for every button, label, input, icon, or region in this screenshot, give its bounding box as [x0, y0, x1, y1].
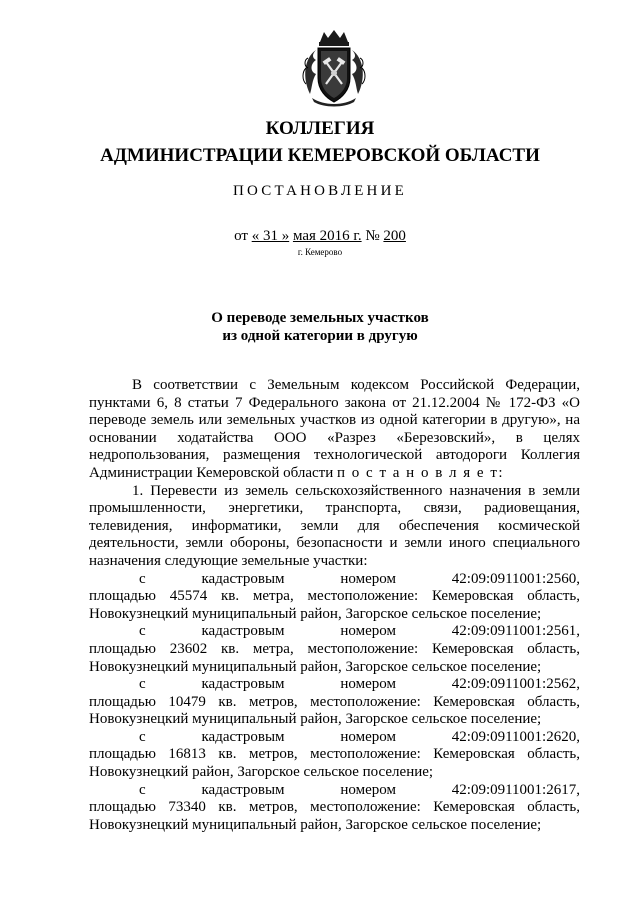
- parcel-cadastral-row: [89, 729, 580, 747]
- document-number: 200: [383, 228, 406, 244]
- parcel-nomer-word: номером: [340, 570, 396, 587]
- title-line-1: О переводе земельных участков: [211, 310, 429, 326]
- parcel-nomer-word: номером: [340, 676, 396, 693]
- parcel-cadastral-row: [89, 623, 580, 641]
- parcel-item: [89, 729, 580, 782]
- preamble-text: В соответствии с Земельным кодексом Российской Федерации, пунктами 6, 8 статьи 7 Федерального закона от 21.12.2004 № 172-ФЗ «О переводе земель или земельных участков из одной категории в другую», на основании ходатайства ООО «Разрез «Березовский», в целях недропользования, размещения технологической автодороги Коллегия Администрации Кемеровской области: [89, 377, 580, 481]
- city: г. Кемерово: [297, 247, 343, 257]
- parcel-prefix: с: [139, 623, 146, 640]
- parcel-nomer-word: номером: [340, 623, 396, 640]
- parcel-kadastr-word: кадастровым: [201, 781, 285, 798]
- date-day: « 31 »: [251, 228, 290, 244]
- parcel-cadastral-number: 42:09:0911001:2562,: [451, 676, 580, 693]
- parcel-kadastr-word: кадастровым: [201, 728, 285, 745]
- parcel-cadastral-row: [89, 676, 580, 694]
- document-type: ПОСТАНОВЛЕНИЕ: [233, 183, 407, 199]
- parcel-nomer-word: номером: [340, 728, 396, 745]
- parcel-cadastral-number: 42:09:0911001:2617,: [451, 781, 580, 798]
- parcel-item: [89, 623, 580, 676]
- parcel-prefix: с: [139, 781, 146, 798]
- preamble-paragraph: [89, 377, 580, 483]
- parcel-area-text: площадью 73340 кв. метров, местоположение: Кемеровская область, Новокузнецкий муниципальный район, Загорское сельское поселение;: [89, 799, 580, 833]
- date-month-year: мая 2016 г.: [292, 228, 362, 244]
- parcel-area-text: площадью 16813 кв. метров, местоположение: Кемеровская область, Новокузнецкий район, Загорское сельское поселение;: [89, 746, 580, 781]
- parcel-item: [89, 571, 580, 624]
- date-prefix: от: [234, 228, 248, 244]
- parcel-cadastral-row: [89, 571, 580, 589]
- parcel-nomer-word: номером: [340, 781, 396, 798]
- parcel-item: [89, 676, 580, 729]
- parcel-prefix: с: [139, 570, 146, 587]
- parcel-kadastr-word: кадастровым: [201, 676, 285, 693]
- number-sign: №: [365, 228, 380, 244]
- parcel-cadastral-number: 42:09:0911001:2560,: [451, 570, 580, 587]
- parcel-prefix: с: [139, 676, 146, 693]
- parcel-area-text: площадью 23602 кв. метра, местоположение: Кемеровская область, Новокузнецкий муниципальный район, Загорское сельское поселение;: [89, 640, 580, 675]
- parcel-area-text: площадью 10479 кв. метров, местоположение: Кемеровская область, Новокузнецкий муниципальный район, Загорское сельское поселение;: [89, 693, 580, 728]
- date-line: [0, 228, 640, 245]
- parcel-cadastral-number: 42:09:0911001:2620,: [451, 728, 580, 745]
- item-1-paragraph: 1. Перевести из земель сельскохозяйственного назначения в земли промышленности, энергетики, транспорта, связи, радиовещания, телевидения, информатики, земли для обеспечения космической деятельности, земли обороны, безопасности и земли иного специального назначения следующие земельные участки:: [89, 482, 580, 569]
- parcel-cadastral-number: 42:09:0911001:2561,: [451, 623, 580, 640]
- title-line-2: из одной категории в другую: [222, 328, 418, 344]
- decree-word: п о с т а н о в л я е т:: [337, 464, 505, 481]
- header-line-1: КОЛЛЕГИЯ: [265, 118, 375, 139]
- parcel-kadastr-word: кадастровым: [201, 623, 285, 640]
- parcel-area-text: площадью 45574 кв. метра, местоположение: Кемеровская область, Новокузнецкий муниципальный район, Загорское сельское поселение;: [89, 588, 580, 622]
- header-line-2: АДМИНИСТРАЦИИ КЕМЕРОВСКОЙ ОБЛАСТИ: [100, 145, 540, 166]
- coat-of-arms-emblem: [298, 28, 370, 108]
- parcel-kadastr-word: кадастровым: [201, 570, 285, 587]
- parcel-item: [89, 782, 580, 835]
- parcel-prefix: с: [139, 728, 146, 745]
- parcel-cadastral-row: [89, 782, 580, 800]
- document-body: [89, 377, 580, 834]
